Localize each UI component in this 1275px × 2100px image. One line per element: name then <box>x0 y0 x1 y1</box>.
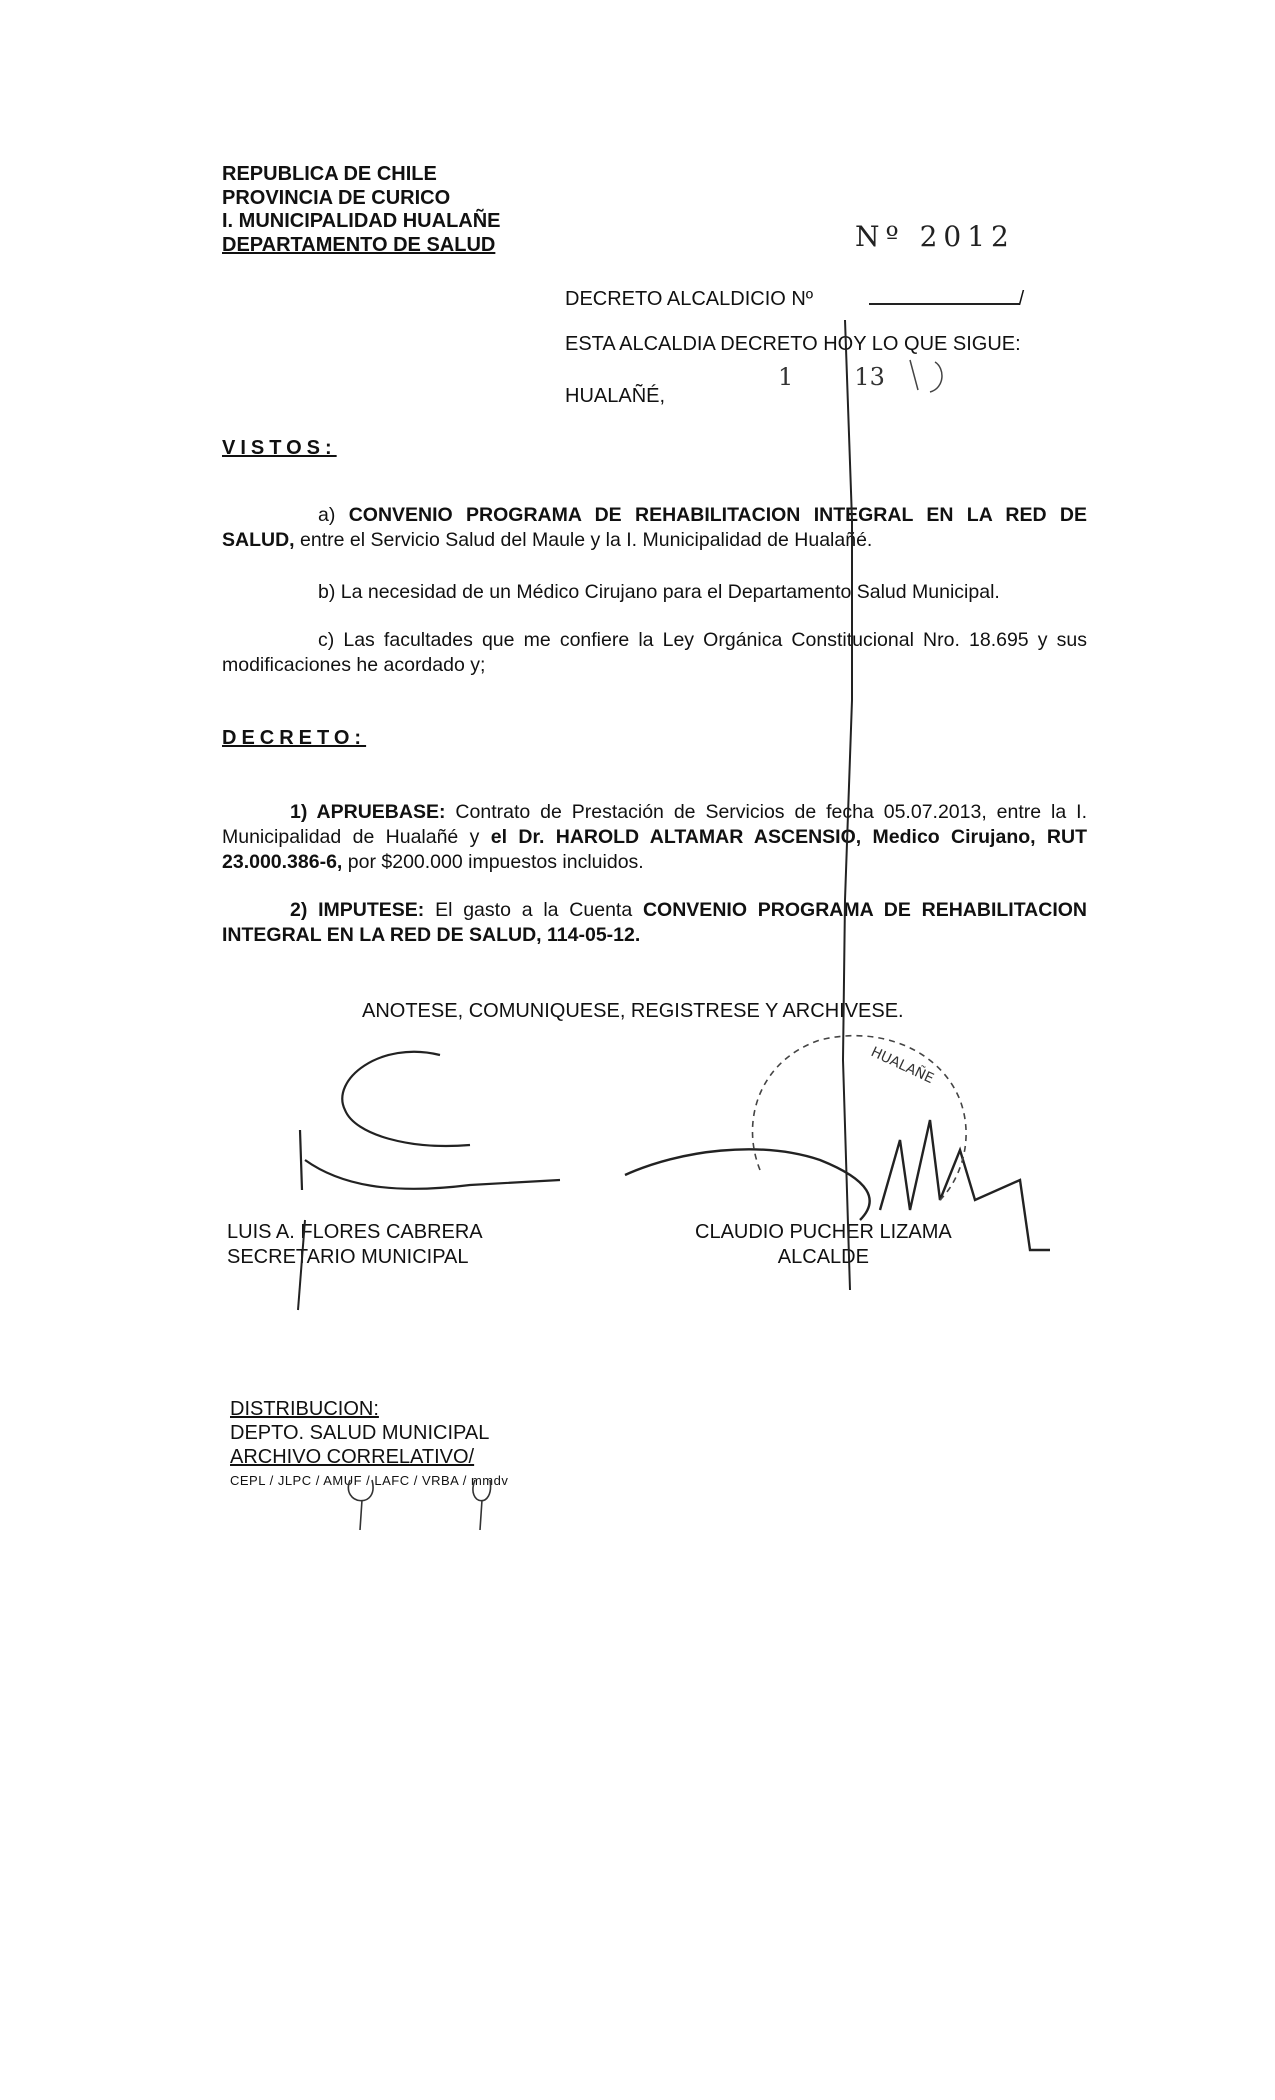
vistos-a-text: entre el Servicio Salud del Maule y la I. Municipalidad de Hualañé. <box>300 529 873 551</box>
decree-number-label: DECRETO ALCALDICIO Nº <box>565 288 814 310</box>
decree-intro: ESTA ALCALDIA DECRETO HOY LO QUE SIGUE: <box>565 333 1021 355</box>
vistos-a-prefix: a) <box>318 504 336 526</box>
mayor-title: ALCALDE <box>777 1246 869 1268</box>
date-stamp-mark <box>910 360 942 392</box>
decreto-1-text: Contrato de Prestación de Servicios de fecha 05.07.2013, entre la I. Municipalidad de Hualañé y <box>222 801 1087 848</box>
municipal-seal-icon <box>753 1036 967 1200</box>
seal-text: HUALAÑE <box>868 1044 937 1088</box>
letterhead-country: REPUBLICA DE CHILE <box>222 163 437 185</box>
mayor-name: CLAUDIO PUCHER LIZAMA <box>695 1221 952 1243</box>
distribution-initials: CEPL / JLPC / AMUF / LAFC / VRBA / mmdv <box>230 1473 509 1488</box>
vistos-c-text: c) Las facultades que me confiere la Ley Orgánica Constitucional Nro. 18.695 y sus modificaciones he acordado y; <box>222 629 1087 676</box>
handwritten-date: 1 13 <box>778 363 885 391</box>
decreto-2-label: 2) IMPUTESE: <box>290 899 425 921</box>
vistos-b-text: b) La necesidad de un Médico Cirujano para el Departamento Salud Municipal. <box>318 581 1000 603</box>
mayor-signature-stroke <box>625 1149 870 1220</box>
secretary-signature-stroke <box>342 1052 470 1146</box>
secretary-title: SECRETARIO MUNICIPAL <box>227 1246 469 1268</box>
decreto-heading: DECRETO: <box>222 727 367 749</box>
decreto-1-text-end: por $200.000 impuestos incluidos. <box>347 851 644 873</box>
initials-mark <box>348 1480 373 1530</box>
decreto-1-bold: el Dr. HAROLD ALTAMAR ASCENSIO, Medico Cirujano, RUT 23.000.386-6, <box>222 826 1087 873</box>
secretary-signature-stroke <box>298 1220 305 1310</box>
decree-number-suffix: / <box>1018 288 1025 310</box>
letterhead-department: DEPARTAMENTO DE SALUD <box>222 233 496 256</box>
letterhead-municipality: I. MUNICIPALIDAD HUALAÑE <box>222 210 501 232</box>
initials-mark <box>473 1480 491 1530</box>
distribution-item: DEPTO. SALUD MUNICIPAL <box>230 1422 490 1444</box>
vistos-a-bold: CONVENIO PROGRAMA DE REHABILITACION INTEGRAL EN LA RED DE SALUD, <box>222 504 1087 551</box>
closing-formula: ANOTESE, COMUNIQUESE, REGISTRESE Y ARCHIVESE. <box>362 1000 904 1022</box>
decreto-1-label: 1) APRUEBASE: <box>290 801 446 823</box>
decree-place: HUALAÑÉ, <box>565 385 666 407</box>
secretary-name: LUIS A. FLORES CABRERA <box>227 1221 483 1243</box>
decreto-2-bold: CONVENIO PROGRAMA DE REHABILITACION INTEGRAL EN LA RED DE SALUD, 114-05-12. <box>222 899 1087 946</box>
distribution-item: ARCHIVO CORRELATIVO/ <box>230 1446 475 1468</box>
stamped-decree-number: Nº 2012 <box>855 220 1015 253</box>
distribution-heading: DISTRIBUCION: <box>230 1398 379 1420</box>
letterhead-province: PROVINCIA DE CURICO <box>222 186 451 209</box>
mayor-signature-stroke <box>880 1120 1050 1250</box>
decreto-2-text: El gasto a la Cuenta <box>435 899 633 921</box>
secretary-signature-stroke <box>300 1130 560 1190</box>
vistos-heading: VISTOS: <box>222 437 337 459</box>
pen-stroke-line <box>843 320 852 1290</box>
